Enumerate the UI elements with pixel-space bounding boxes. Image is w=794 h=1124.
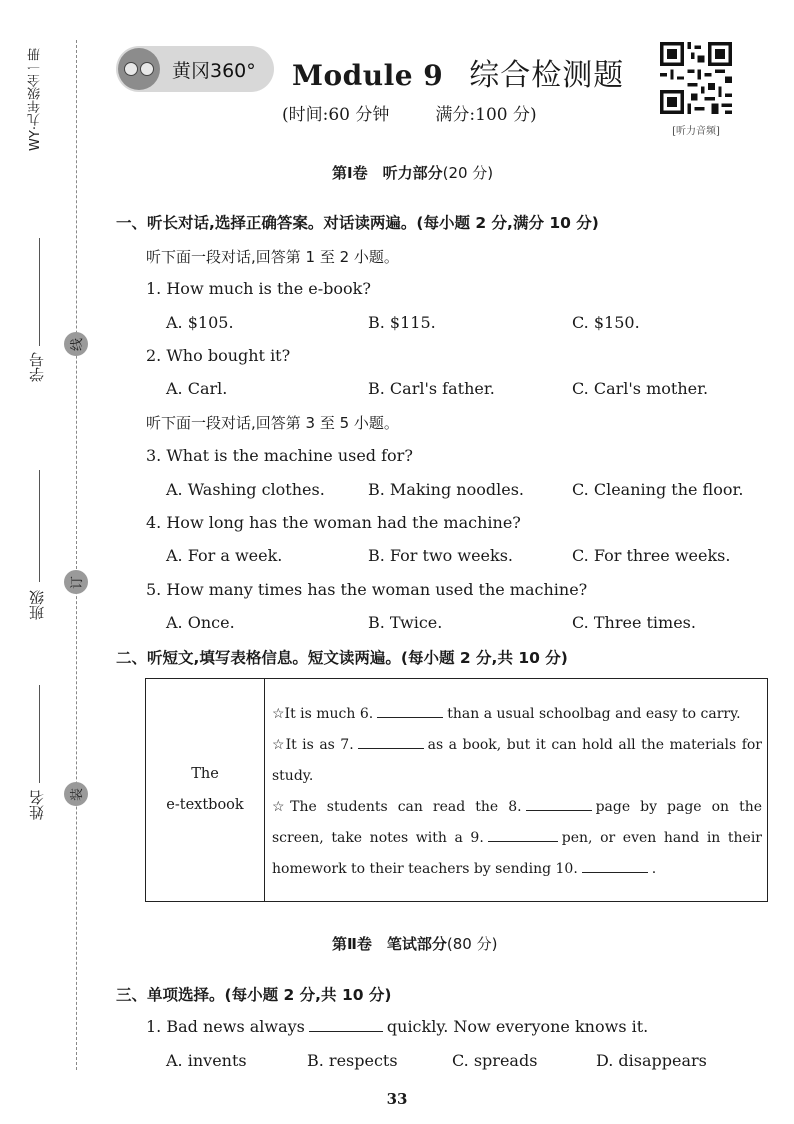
table-label-line-1: The (191, 766, 219, 782)
qr-code-icon[interactable] (660, 42, 732, 114)
q3-option-c[interactable]: C. Cleaning the floor. (572, 480, 744, 499)
part1-title: 第Ⅰ卷 听力部分(20 分) (332, 164, 494, 182)
blank-8[interactable] (526, 796, 592, 811)
blank-9[interactable] (488, 827, 558, 842)
q4-option-c[interactable]: C. For three weeks. (572, 546, 731, 565)
class-label: 班级 (28, 590, 46, 620)
table-row-2: ☆It is as 7. as a book, but it can hold all the materials for study. (272, 730, 762, 792)
exam-score: 满分:100 分) (435, 105, 537, 125)
q2-option-a[interactable]: A. Carl. (166, 379, 228, 398)
s3-blank-1[interactable] (309, 1017, 383, 1032)
blank-10[interactable] (582, 858, 648, 873)
q2-option-c[interactable]: C. Carl's mother. (572, 379, 709, 398)
q3-option-b[interactable]: B. Making noodles. (368, 480, 524, 499)
brand-name: 黄冈360° (172, 60, 256, 82)
s3-q1-option-d[interactable]: D. disappears (596, 1051, 707, 1070)
question-2: 2. Who bought it? (146, 346, 291, 365)
exam-info (282, 100, 537, 125)
listening-table (145, 678, 768, 902)
table-row-1: ☆It is much 6. than a usual schoolbag and easy to carry. (272, 699, 762, 730)
q4-option-a[interactable]: A. For a week. (166, 546, 283, 565)
q1-option-c[interactable]: C. $150. (572, 313, 640, 332)
q1-option-b[interactable]: B. $115. (368, 313, 436, 332)
q5-option-c[interactable]: C. Three times. (572, 613, 696, 632)
binding-margin (0, 0, 100, 1124)
series-label: WY·九年级全一册 (28, 48, 43, 151)
s3-q1-option-b[interactable]: B. respects (307, 1051, 398, 1070)
section1-intro-2: 听下面一段对话,回答第 3 至 5 小题。 (146, 414, 399, 432)
s3-q1-option-a[interactable]: A. invents (166, 1051, 247, 1070)
qr-label: [听力音频] (672, 126, 720, 137)
section2-heading: 二、听短文,填写表格信息。短文读两遍。(每小题 2 分,共 10 分) (116, 649, 568, 667)
section3-heading: 三、单项选择。(每小题 2 分,共 10 分) (116, 986, 392, 1004)
table-content-cell (272, 699, 762, 885)
q1-option-a[interactable]: A. $105. (166, 313, 234, 332)
staple-mark: 订 (64, 570, 88, 594)
table-label-cell (146, 679, 265, 901)
s3-q1-option-c[interactable]: C. spreads (452, 1051, 538, 1070)
page-title (292, 50, 624, 94)
title-chinese: 综合检测题 (469, 58, 625, 93)
title-module: Module 9 (292, 59, 444, 92)
page-number: 33 (386, 1090, 408, 1108)
q2-option-b[interactable]: B. Carl's father. (368, 379, 495, 398)
question-5: 5. How many times has the woman used the machine? (146, 580, 588, 599)
section1-heading: 一、听长对话,选择正确答案。对话读两遍。(每小题 2 分,满分 10 分) (116, 214, 599, 232)
section1-intro-1: 听下面一段对话,回答第 1 至 2 小题。 (146, 248, 399, 266)
brand-logo-icon (118, 48, 160, 90)
brand-badge (116, 46, 274, 92)
question-1: 1. How much is the e-book? (146, 279, 371, 298)
student-id-label: 学号 (28, 352, 46, 382)
q5-option-a[interactable]: A. Once. (166, 613, 235, 632)
name-label: 姓名 (28, 790, 46, 820)
question-3: 3. What is the machine used for? (146, 446, 413, 465)
student-id-line (39, 238, 40, 346)
line-mark: 线 (64, 332, 88, 356)
name-line (39, 685, 40, 783)
exam-time: (时间:60 分钟 (282, 105, 390, 125)
cut-dotted-line (76, 40, 77, 1070)
question-4: 4. How long has the woman had the machine? (146, 513, 521, 532)
class-line (39, 470, 40, 582)
table-row-3: ☆The students can read the 8. page by page on the screen, take notes with a 9. pen, or even hand in their homework to their teachers by sending 10. . (272, 792, 762, 885)
q5-option-b[interactable]: B. Twice. (368, 613, 443, 632)
part2-title: 第Ⅱ卷 笔试部分(80 分) (332, 935, 498, 953)
blank-7[interactable] (358, 734, 424, 749)
table-label-line-2: e-textbook (166, 797, 244, 813)
blank-6[interactable] (377, 703, 443, 718)
q4-option-b[interactable]: B. For two weeks. (368, 546, 513, 565)
q3-option-a[interactable]: A. Washing clothes. (166, 480, 325, 499)
s3-question-1: 1. Bad news always quickly. Now everyone knows it. (146, 1017, 649, 1036)
binding-mark: 装 (64, 782, 88, 806)
